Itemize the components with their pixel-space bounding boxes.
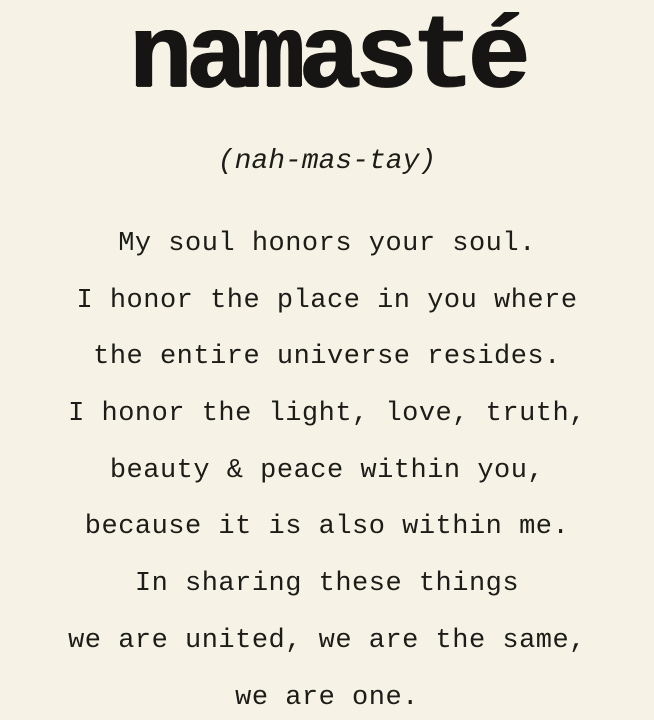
text-line: we are one. bbox=[235, 682, 419, 713]
text-line: I honor the place in you where bbox=[76, 285, 578, 316]
pronunciation-guide: (nah-mas-tay) bbox=[217, 146, 437, 177]
text-line: because it is also within me. bbox=[84, 512, 570, 543]
text-line: I honor the light, love, truth, bbox=[68, 399, 586, 430]
text-line: beauty & peace within you, bbox=[109, 455, 545, 486]
text-line: the entire universe resides. bbox=[93, 342, 561, 373]
page-title: namasté bbox=[129, 0, 525, 118]
text-line: we are united, we are the same, bbox=[68, 625, 586, 656]
meaning-text bbox=[0, 222, 654, 720]
text-line: My soul honors your soul. bbox=[118, 229, 536, 259]
text-line: In sharing these things bbox=[134, 569, 520, 600]
